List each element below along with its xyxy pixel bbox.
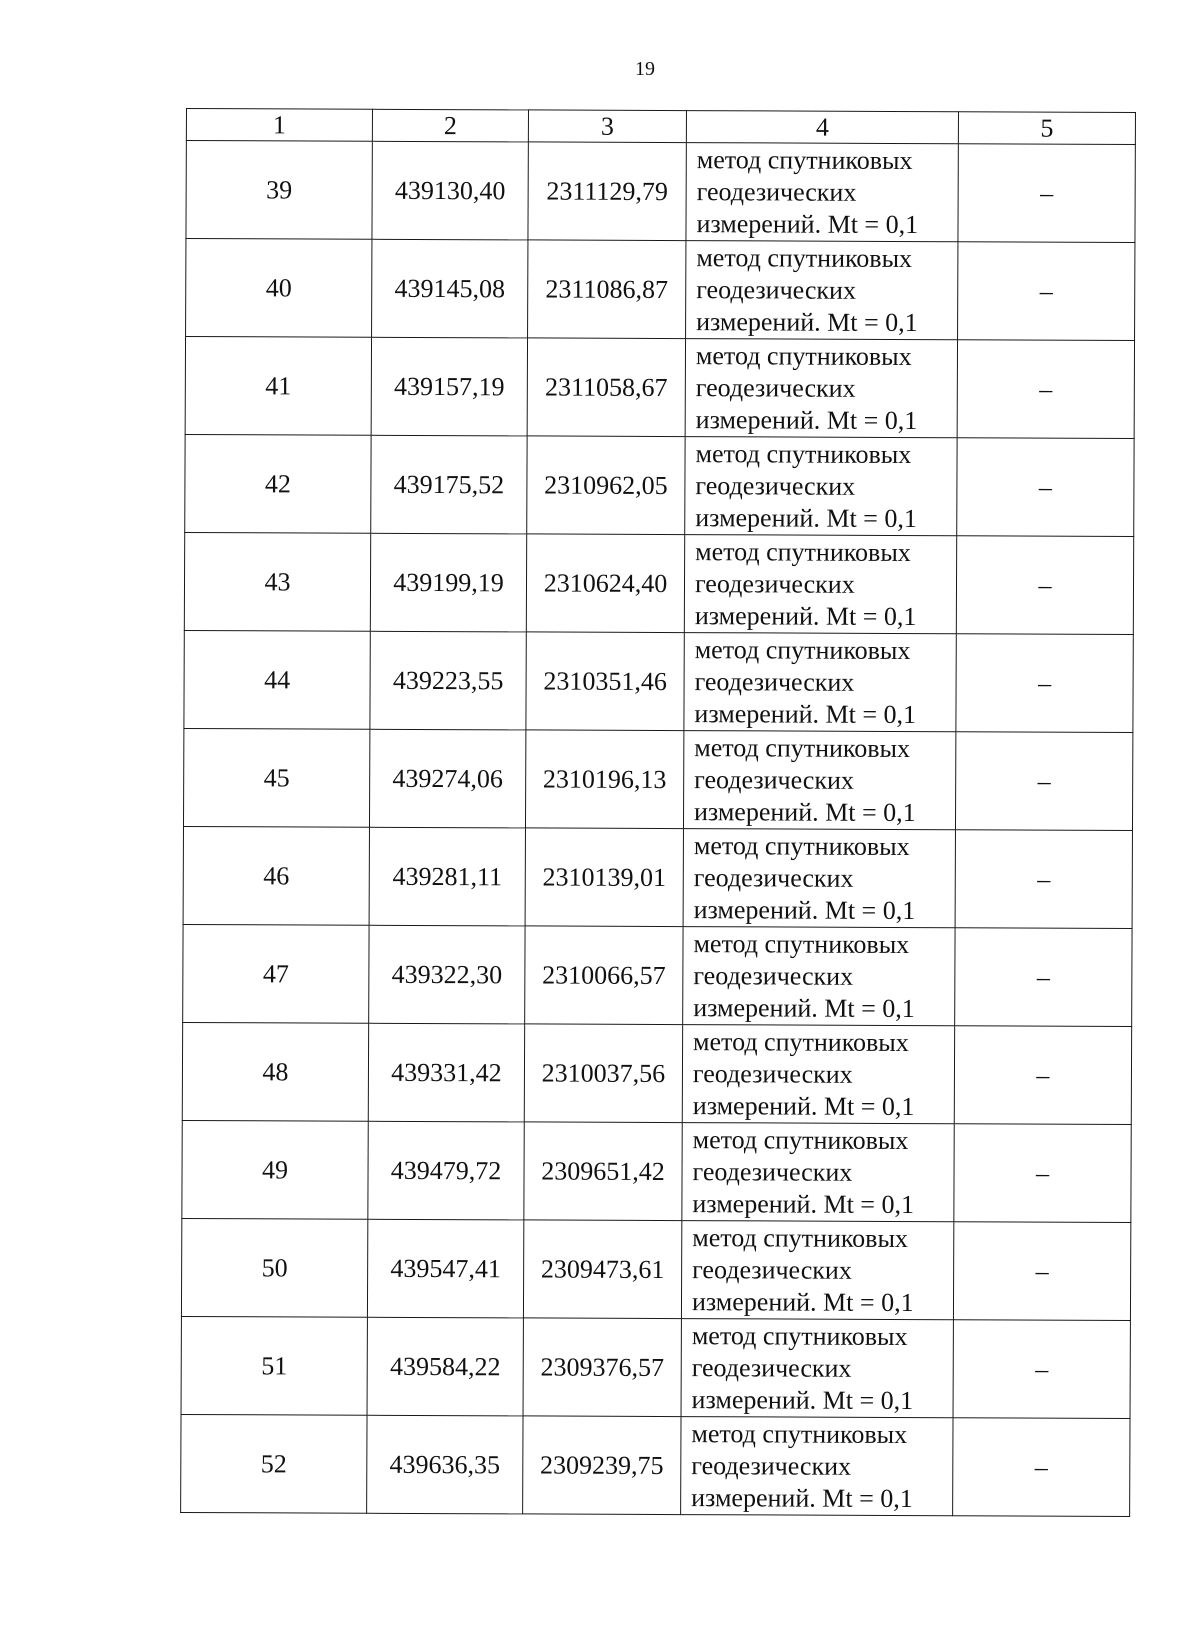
method-line: геодезических: [694, 666, 855, 697]
x-coordinate-cell: 439274,06: [369, 729, 525, 828]
method-cell: [684, 633, 956, 732]
note-cell: –: [954, 1026, 1131, 1125]
point-number-cell: 47: [183, 924, 369, 1023]
method-line: метод спутниковых: [695, 536, 911, 567]
method-line: метод спутниковых: [691, 1320, 908, 1351]
table-body: [181, 141, 1136, 1517]
method-cell: [686, 143, 958, 242]
table-row: [183, 924, 1132, 1026]
method-cell: [685, 437, 957, 536]
method-line: геодезических: [691, 1450, 852, 1481]
y-coordinate-cell: 2310066,57: [525, 926, 683, 1025]
x-coordinate-cell: 439479,72: [368, 1121, 524, 1220]
method-line: измерений. Mt = 0,1: [696, 306, 918, 337]
y-coordinate-cell: 2310196,13: [525, 730, 683, 829]
y-coordinate-cell: 2309239,75: [523, 1416, 681, 1515]
table-row: [186, 141, 1135, 243]
header-col-1: 1: [186, 109, 372, 142]
method-line: измерений. Mt = 0,1: [692, 1090, 915, 1121]
table-row: [184, 630, 1133, 732]
header-row: [186, 109, 1135, 145]
method-line: геодезических: [692, 1254, 852, 1285]
point-number-cell: 44: [184, 630, 370, 729]
header-col-3: 3: [528, 110, 686, 143]
header-col-4: 4: [686, 111, 958, 144]
point-number-cell: 43: [184, 532, 370, 631]
note-cell: –: [953, 1222, 1130, 1321]
table-row: [182, 1022, 1131, 1124]
table-row: [183, 728, 1132, 830]
table-row: [181, 1218, 1130, 1320]
method-line: измерений. Mt = 0,1: [695, 502, 917, 533]
y-coordinate-cell: 2310962,05: [527, 436, 685, 535]
method-line: измерений. Mt = 0,1: [691, 1384, 914, 1415]
table-row: [183, 826, 1132, 928]
x-coordinate-cell: 439281,11: [369, 827, 525, 926]
table-row: [185, 434, 1134, 536]
table-row: [181, 1414, 1130, 1516]
method-line: геодезических: [695, 372, 856, 403]
method-line: геодезических: [695, 470, 856, 501]
note-cell: –: [953, 1418, 1130, 1517]
method-line: геодезических: [691, 1352, 852, 1383]
point-number-cell: 49: [182, 1120, 368, 1219]
point-number-cell: 46: [183, 826, 369, 925]
point-number-cell: 41: [185, 337, 371, 436]
method-cell: [681, 1221, 953, 1320]
table-header: [186, 109, 1135, 145]
method-line: измерений. Mt = 0,1: [692, 1188, 915, 1219]
x-coordinate-cell: 439547,41: [367, 1219, 523, 1318]
note-cell: –: [957, 438, 1134, 537]
method-line: метод спутниковых: [691, 1418, 908, 1449]
point-number-cell: 45: [183, 728, 369, 827]
method-line: измерений. Mt = 0,1: [691, 1286, 914, 1317]
method-cell: [682, 1123, 954, 1222]
method-line: измерений. Mt = 0,1: [694, 698, 917, 729]
method-line: геодезических: [696, 176, 857, 207]
y-coordinate-cell: 2310139,01: [525, 828, 683, 927]
x-coordinate-cell: 439157,19: [371, 337, 527, 436]
note-cell: –: [957, 340, 1134, 439]
method-cell: [681, 1319, 953, 1418]
y-coordinate-cell: 2310351,46: [526, 632, 684, 731]
method-line: геодезических: [694, 568, 855, 599]
table-row: [186, 239, 1135, 341]
note-cell: –: [953, 1320, 1130, 1419]
x-coordinate-cell: 439223,55: [370, 631, 526, 730]
method-cell: [683, 829, 955, 928]
point-number-cell: 48: [182, 1022, 368, 1121]
note-cell: –: [956, 536, 1133, 635]
x-coordinate-cell: 439130,40: [372, 141, 528, 240]
method-line: измерений. Mt = 0,1: [693, 992, 915, 1023]
method-line: метод спутниковых: [692, 1222, 909, 1253]
method-line: метод спутниковых: [693, 928, 910, 959]
point-number-cell: 42: [185, 434, 371, 533]
method-line: измерений. Mt = 0,1: [691, 1482, 913, 1513]
note-cell: –: [955, 928, 1132, 1027]
method-line: геодезических: [692, 1156, 853, 1187]
table-row: [181, 1316, 1130, 1418]
method-line: метод спутниковых: [693, 1026, 909, 1057]
method-cell: [681, 1417, 953, 1516]
point-number-cell: 51: [181, 1316, 367, 1415]
note-cell: –: [958, 242, 1135, 341]
x-coordinate-cell: 439145,08: [372, 239, 528, 338]
method-line: метод спутниковых: [694, 634, 911, 665]
method-line: геодезических: [696, 274, 857, 305]
point-number-cell: 40: [186, 239, 372, 338]
table-row: [185, 337, 1134, 439]
note-cell: –: [955, 732, 1132, 831]
method-line: измерений. Mt = 0,1: [693, 894, 916, 925]
method-line: метод спутниковых: [693, 830, 910, 861]
note-cell: –: [954, 1124, 1131, 1223]
method-line: измерений. Mt = 0,1: [696, 208, 919, 239]
method-line: измерений. Mt = 0,1: [693, 796, 916, 827]
x-coordinate-cell: 439175,52: [371, 435, 527, 534]
note-cell: –: [958, 144, 1135, 243]
method-line: метод спутниковых: [696, 144, 913, 175]
method-line: измерений. Mt = 0,1: [694, 600, 917, 631]
header-col-2: 2: [372, 109, 528, 142]
point-number-cell: 52: [181, 1414, 367, 1513]
x-coordinate-cell: 439322,30: [369, 925, 525, 1024]
page-number: 19: [635, 58, 655, 80]
method-cell: [684, 535, 956, 634]
x-coordinate-cell: 439331,42: [368, 1023, 524, 1122]
y-coordinate-cell: 2311058,67: [527, 338, 685, 437]
method-line: метод спутниковых: [694, 732, 911, 763]
point-number-cell: 50: [181, 1218, 367, 1317]
method-line: метод спутниковых: [696, 242, 913, 273]
method-line: метод спутниковых: [695, 340, 912, 371]
method-cell: [682, 1025, 954, 1124]
method-cell: [685, 339, 957, 438]
point-number-cell: 39: [186, 141, 372, 240]
y-coordinate-cell: 2310037,56: [524, 1024, 682, 1123]
method-line: геодезических: [694, 764, 854, 795]
table-row: [182, 1120, 1131, 1222]
header-col-5: 5: [958, 112, 1135, 145]
method-line: геодезических: [693, 960, 854, 991]
y-coordinate-cell: 2309473,61: [523, 1220, 681, 1319]
y-coordinate-cell: 2311129,79: [528, 142, 686, 241]
coordinates-table: [180, 108, 1136, 1517]
note-cell: –: [955, 830, 1132, 929]
y-coordinate-cell: 2309376,57: [523, 1318, 681, 1417]
x-coordinate-cell: 439584,22: [367, 1317, 523, 1416]
x-coordinate-cell: 439636,35: [367, 1415, 523, 1514]
table-row: [184, 532, 1133, 634]
note-cell: –: [956, 634, 1133, 733]
method-line: геодезических: [692, 1058, 853, 1089]
method-line: метод спутниковых: [692, 1124, 909, 1155]
method-line: измерений. Mt = 0,1: [695, 404, 918, 435]
method-cell: [683, 927, 955, 1026]
method-cell: [683, 731, 955, 830]
y-coordinate-cell: 2310624,40: [526, 534, 684, 633]
method-cell: [686, 241, 958, 340]
x-coordinate-cell: 439199,19: [370, 533, 526, 632]
y-coordinate-cell: 2309651,42: [524, 1122, 682, 1221]
method-line: метод спутниковых: [695, 438, 912, 469]
y-coordinate-cell: 2311086,87: [528, 240, 686, 339]
method-line: геодезических: [693, 862, 854, 893]
